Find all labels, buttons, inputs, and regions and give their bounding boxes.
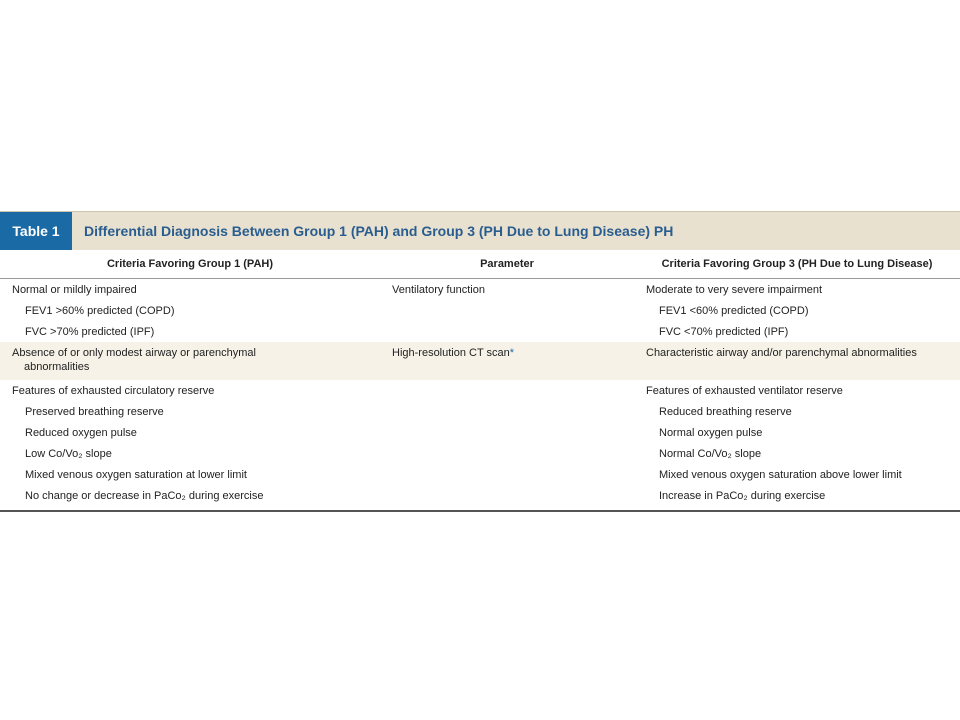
cell-empty — [380, 401, 634, 405]
header-group3: Criteria Favoring Group 3 (PH Due to Lung Disease) — [661, 258, 933, 270]
table-row — [0, 443, 960, 464]
cell-empty — [380, 321, 634, 325]
column-header-row — [0, 250, 960, 279]
cell: Characteristic airway and/or parenchymal abnormalities — [646, 347, 917, 359]
table-number-tag: Table 1 — [0, 212, 72, 250]
cell: Normal oxygen pulse — [659, 427, 763, 439]
cell: Normal Co/Vo₂ slope — [659, 448, 762, 460]
table-row — [0, 279, 960, 300]
table-row — [0, 300, 960, 321]
table-row — [0, 485, 960, 510]
cell-empty — [380, 485, 634, 489]
table-row — [0, 464, 960, 485]
cell: FVC <70% predicted (IPF) — [659, 326, 789, 338]
cell: No change or decrease in PaCo₂ during exercise — [25, 490, 264, 502]
parameter-cell: Ventilatory function — [392, 284, 485, 296]
cell-line: Absence of or only modest airway or parenchymal — [12, 347, 256, 359]
cell-empty — [380, 422, 634, 426]
table-row — [0, 321, 960, 342]
cell: Moderate to very severe impairment — [646, 284, 823, 296]
cell-empty — [380, 443, 634, 447]
cell: Preserved breathing reserve — [25, 406, 164, 418]
table-row — [0, 342, 960, 380]
cell: FEV1 >60% predicted (COPD) — [25, 305, 175, 317]
parameter-text: High-resolution CT scan — [392, 347, 510, 359]
table-title-bar — [0, 211, 960, 250]
cell: FEV1 <60% predicted (COPD) — [659, 305, 809, 317]
cell: Reduced oxygen pulse — [25, 427, 137, 439]
cell: Increase in PaCo₂ during exercise — [659, 490, 826, 502]
row-group-ventilatory — [0, 279, 960, 342]
cell: Features of exhausted ventilator reserve — [646, 385, 843, 397]
cell: Mixed venous oxygen saturation above lower limit — [659, 469, 902, 481]
table-row — [0, 380, 960, 401]
cell: Features of exhausted circulatory reserve — [12, 385, 215, 397]
table-row — [0, 422, 960, 443]
cell-line-continued: abnormalities — [24, 361, 90, 373]
header-parameter: Parameter — [480, 258, 534, 270]
cell: Mixed venous oxygen saturation at lower limit — [25, 469, 247, 481]
cell-empty — [380, 464, 634, 468]
cell: FVC >70% predicted (IPF) — [25, 326, 155, 338]
table-row — [0, 401, 960, 422]
row-group-ct — [0, 342, 960, 380]
cell: Low Co/Vo₂ slope — [25, 448, 112, 460]
table-title: Differential Diagnosis Between Group 1 (PAH) and Group 3 (PH Due to Lung Disease) PH — [84, 223, 674, 239]
header-group1: Criteria Favoring Group 1 (PAH) — [106, 258, 274, 270]
cell-empty — [380, 300, 634, 304]
cell-empty — [380, 380, 634, 384]
cell: Normal or mildly impaired — [12, 284, 137, 296]
cell — [0, 342, 380, 374]
footnote-marker: * — [509, 347, 515, 359]
row-group-exercise — [0, 380, 960, 512]
parameter-cell — [380, 342, 634, 360]
cell: Reduced breathing reserve — [659, 406, 792, 418]
table — [0, 211, 960, 512]
